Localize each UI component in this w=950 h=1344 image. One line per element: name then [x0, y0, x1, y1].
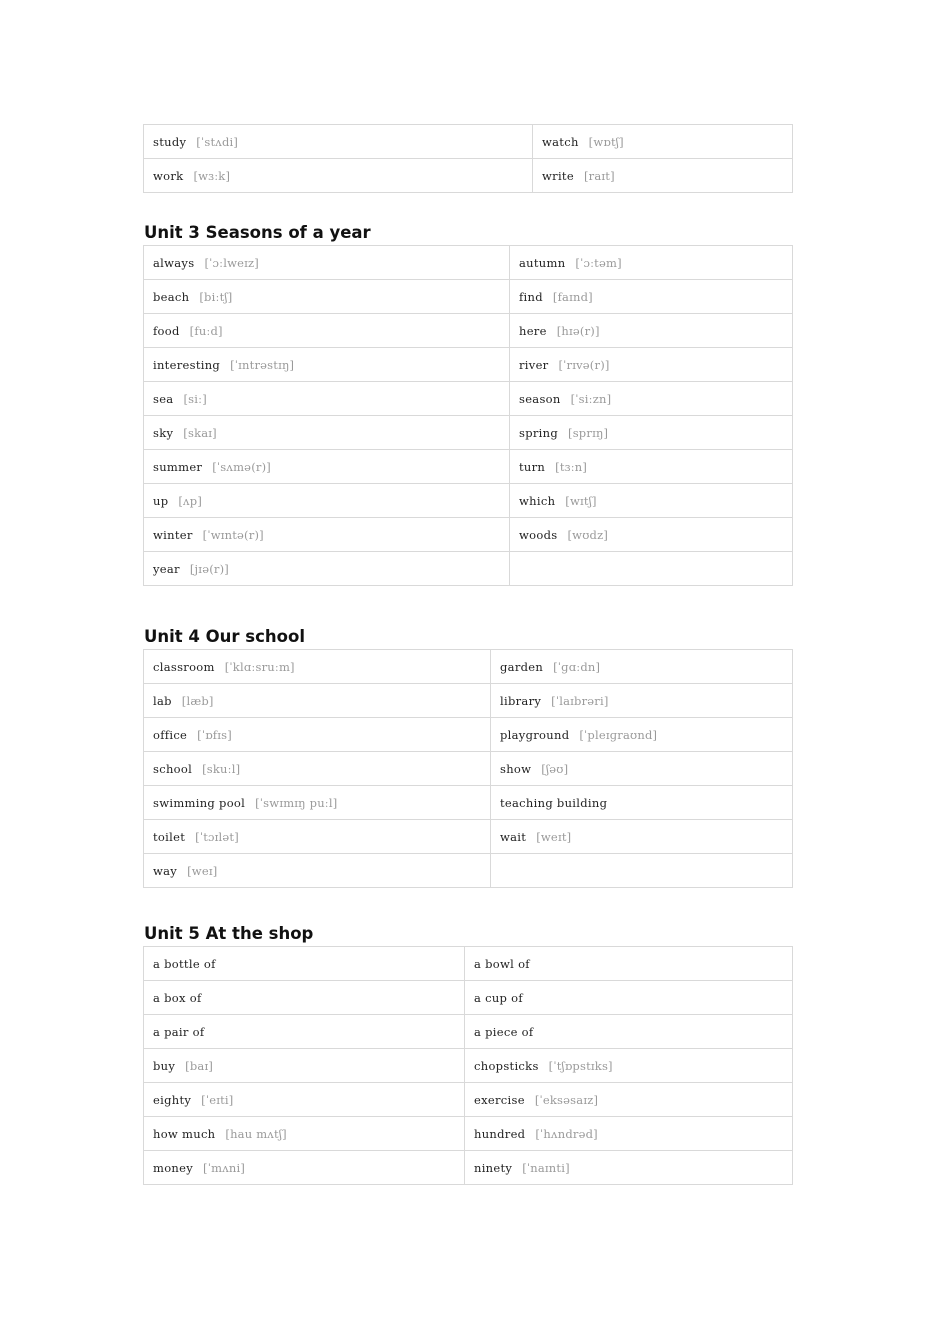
vocab-cell: [533, 125, 793, 159]
vocab-cell: [144, 314, 510, 348]
vocab-word: office: [153, 727, 188, 742]
vocab-word: hundred: [474, 1126, 526, 1141]
vocab-cell: [510, 450, 793, 484]
vocab-word: woods: [519, 527, 558, 542]
vocab-word: exercise: [474, 1092, 525, 1107]
vocab-cell: [510, 280, 793, 314]
vocab-word: winter: [153, 527, 193, 542]
vocab-phonetic: [ˈlaɪbrəri]: [551, 693, 609, 708]
vocab-word: a bottle of: [153, 956, 216, 971]
table-row: [144, 1151, 793, 1185]
vocab-phonetic: [ˈɒfɪs]: [197, 727, 232, 742]
vocab-phonetic: [ˈɡɑːdn]: [553, 659, 601, 674]
vocab-phonetic: [siː]: [183, 391, 207, 406]
table-row: [144, 820, 793, 854]
vocab-phonetic: [ˈklɑːsruːm]: [224, 659, 295, 674]
vocab-cell: [533, 159, 793, 193]
vocab-phonetic: [ˈɔːlweɪz]: [204, 255, 259, 270]
vocab-cell: [510, 382, 793, 416]
vocab-word: interesting: [153, 357, 221, 372]
vocab-word: river: [519, 357, 549, 372]
table-row: [144, 718, 793, 752]
vocab-word: a cup of: [474, 990, 523, 1005]
vocab-cell: [144, 518, 510, 552]
vocab-cell: [465, 947, 793, 981]
vocab-cell: [465, 1151, 793, 1185]
vocab-phonetic: [ˈpleɪɡraʊnd]: [579, 727, 658, 742]
vocab-word: toilet: [153, 829, 186, 844]
vocab-cell: [510, 416, 793, 450]
vocab-word: a piece of: [474, 1024, 534, 1039]
vocab-cell: [144, 947, 465, 981]
vocab-cell: [144, 280, 510, 314]
vocab-word: a bowl of: [474, 956, 530, 971]
vocab-phonetic: [ˈɪntrəstɪŋ]: [230, 357, 295, 372]
vocab-word: school: [153, 761, 193, 776]
table-row: [144, 752, 793, 786]
vocab-phonetic: [tɜːn]: [555, 459, 588, 474]
vocab-word: show: [500, 761, 532, 776]
vocab-phonetic: [weɪ]: [187, 863, 218, 878]
table-row: [144, 280, 793, 314]
vocab-word: garden: [500, 659, 544, 674]
vocab-cell: [491, 752, 793, 786]
vocab-word: season: [519, 391, 561, 406]
vocab-word: summer: [153, 459, 203, 474]
vocab-word: way: [153, 863, 178, 878]
vocab-cell: [144, 246, 510, 280]
vocab-cell: [144, 125, 533, 159]
vocab-word: a box of: [153, 990, 202, 1005]
vocab-word: playground: [500, 727, 570, 742]
vocab-cell: [491, 718, 793, 752]
vocab-cell: [465, 1083, 793, 1117]
table-row: [144, 416, 793, 450]
vocab-word: spring: [519, 425, 559, 440]
vocab-cell: [510, 314, 793, 348]
vocab-word: sky: [153, 425, 174, 440]
vocab-phonetic: [ˈmʌni]: [203, 1160, 246, 1175]
vocab-cell: [491, 820, 793, 854]
vocab-word: turn: [519, 459, 546, 474]
table-row: [144, 1083, 793, 1117]
table-row: [144, 786, 793, 820]
vocab-phonetic: [ˈhʌndrəd]: [535, 1126, 598, 1141]
table-row: [144, 314, 793, 348]
vocab-word: always: [153, 255, 195, 270]
vocab-phonetic: [skuːl]: [202, 761, 241, 776]
vocab-word: eighty: [153, 1092, 192, 1107]
vocab-phonetic: [weɪt]: [536, 829, 572, 844]
vocab-word: library: [500, 693, 542, 708]
vocab-phonetic: [hɪə(r)]: [556, 323, 600, 338]
vocab-word: autumn: [519, 255, 566, 270]
vocab-phonetic: [læb]: [181, 693, 214, 708]
table-row: [144, 246, 793, 280]
vocab-phonetic: [raɪt]: [583, 168, 615, 183]
vocab-cell: [144, 1117, 465, 1151]
vocab-word: money: [153, 1160, 194, 1175]
vocab-cell: [491, 854, 793, 888]
table-row: [144, 650, 793, 684]
vocab-cell: [510, 246, 793, 280]
vocab-cell: [144, 416, 510, 450]
vocab-word: up: [153, 493, 169, 508]
vocab-phonetic: [ˈwɪntə(r)]: [202, 527, 264, 542]
vocab-word: find: [519, 289, 543, 304]
vocab-cell: [491, 650, 793, 684]
vocab-cell: [144, 1083, 465, 1117]
vocab-phonetic: [ˈeɪti]: [201, 1092, 234, 1107]
vocab-table-unit-5: [143, 946, 793, 1185]
vocab-cell: [465, 1015, 793, 1049]
vocab-phonetic: [wʊdz]: [567, 527, 609, 542]
vocab-cell: [144, 752, 491, 786]
vocab-phonetic: [skaɪ]: [183, 425, 217, 440]
vocab-phonetic: [ˈstʌdi]: [196, 134, 239, 149]
vocab-phonetic: [ʃəʊ]: [541, 761, 569, 776]
vocab-word: classroom: [153, 659, 215, 674]
vocab-table-unit-3: [143, 245, 793, 586]
vocab-phonetic: [fuːd]: [189, 323, 223, 338]
unit-3-heading: Unit 3 Seasons of a year: [144, 223, 371, 242]
vocab-cell: [144, 1151, 465, 1185]
vocab-phonetic: [ʌp]: [178, 493, 203, 508]
vocab-cell: [144, 854, 491, 888]
vocab-word: write: [542, 168, 574, 183]
vocab-word: watch: [542, 134, 579, 149]
vocab-cell: [144, 1049, 465, 1083]
vocab-cell: [144, 650, 491, 684]
vocab-phonetic: [jɪə(r)]: [189, 561, 229, 576]
vocab-phonetic: [ˈrɪvə(r)]: [558, 357, 610, 372]
vocab-word: wait: [500, 829, 527, 844]
vocab-cell: [465, 981, 793, 1015]
vocab-cell: [491, 684, 793, 718]
table-row: [144, 981, 793, 1015]
vocab-word: which: [519, 493, 556, 508]
vocab-phonetic: [wɜːk]: [193, 168, 231, 183]
vocab-phonetic: [ˈsiːzn]: [570, 391, 612, 406]
table-row: [144, 947, 793, 981]
vocab-word: year: [153, 561, 180, 576]
table-row: [144, 1015, 793, 1049]
vocab-phonetic: [wɪtʃ]: [565, 493, 597, 508]
vocab-phonetic: [ˈtʃɒpstɪks]: [548, 1058, 613, 1073]
table-row: [144, 348, 793, 382]
vocab-word: food: [153, 323, 180, 338]
vocab-cell: [465, 1049, 793, 1083]
vocab-word: work: [153, 168, 184, 183]
table-row: [144, 1117, 793, 1151]
vocab-phonetic: [faɪnd]: [552, 289, 593, 304]
vocab-cell: [144, 981, 465, 1015]
vocab-table-unit-4: [143, 649, 793, 888]
vocab-table-continuation: [143, 124, 793, 193]
table-row: [144, 125, 793, 159]
vocab-word: how much: [153, 1126, 216, 1141]
table-row: [144, 450, 793, 484]
vocab-word: chopsticks: [474, 1058, 539, 1073]
vocab-cell: [144, 348, 510, 382]
vocab-phonetic: [baɪ]: [185, 1058, 214, 1073]
vocab-phonetic: [ˈeksəsaɪz]: [534, 1092, 599, 1107]
vocab-phonetic: [ˈnaɪnti]: [522, 1160, 570, 1175]
vocab-word: teaching building: [500, 795, 608, 810]
vocab-cell: [144, 450, 510, 484]
vocab-phonetic: [hau mʌtʃ]: [225, 1126, 287, 1141]
vocab-phonetic: [ˈɔːtəm]: [575, 255, 622, 270]
unit-4-heading: Unit 4 Our school: [144, 627, 305, 646]
vocab-word: study: [153, 134, 187, 149]
table-row: [144, 854, 793, 888]
vocab-cell: [144, 820, 491, 854]
vocab-word: a pair of: [153, 1024, 205, 1039]
vocab-cell: [465, 1117, 793, 1151]
vocab-cell: [144, 382, 510, 416]
vocab-cell: [144, 786, 491, 820]
vocab-phonetic: [biːtʃ]: [199, 289, 233, 304]
vocab-word: ninety: [474, 1160, 513, 1175]
table-row: [144, 484, 793, 518]
vocab-phonetic: [wɒtʃ]: [588, 134, 624, 149]
vocab-word: lab: [153, 693, 172, 708]
vocab-cell: [144, 552, 510, 586]
vocab-word: here: [519, 323, 547, 338]
unit-5-heading: Unit 5 At the shop: [144, 924, 314, 943]
vocab-phonetic: [ˈswɪmɪŋ puːl]: [255, 795, 338, 810]
vocab-cell: [510, 484, 793, 518]
vocab-cell: [144, 484, 510, 518]
vocab-phonetic: [ˈsʌmə(r)]: [212, 459, 271, 474]
table-row: [144, 382, 793, 416]
vocab-word: beach: [153, 289, 190, 304]
vocab-cell: [491, 786, 793, 820]
table-row: [144, 518, 793, 552]
table-row: [144, 1049, 793, 1083]
vocab-cell: [144, 684, 491, 718]
table-row: [144, 159, 793, 193]
vocab-cell: [144, 1015, 465, 1049]
vocab-phonetic: [ˈtɔɪlət]: [195, 829, 239, 844]
vocab-cell: [510, 348, 793, 382]
vocab-phonetic: [sprɪŋ]: [568, 425, 609, 440]
vocab-word: sea: [153, 391, 174, 406]
vocab-cell: [510, 552, 793, 586]
table-row: [144, 552, 793, 586]
vocab-word: buy: [153, 1058, 176, 1073]
table-row: [144, 684, 793, 718]
vocab-cell: [510, 518, 793, 552]
vocab-cell: [144, 718, 491, 752]
vocab-word: swimming pool: [153, 795, 246, 810]
vocab-cell: [144, 159, 533, 193]
